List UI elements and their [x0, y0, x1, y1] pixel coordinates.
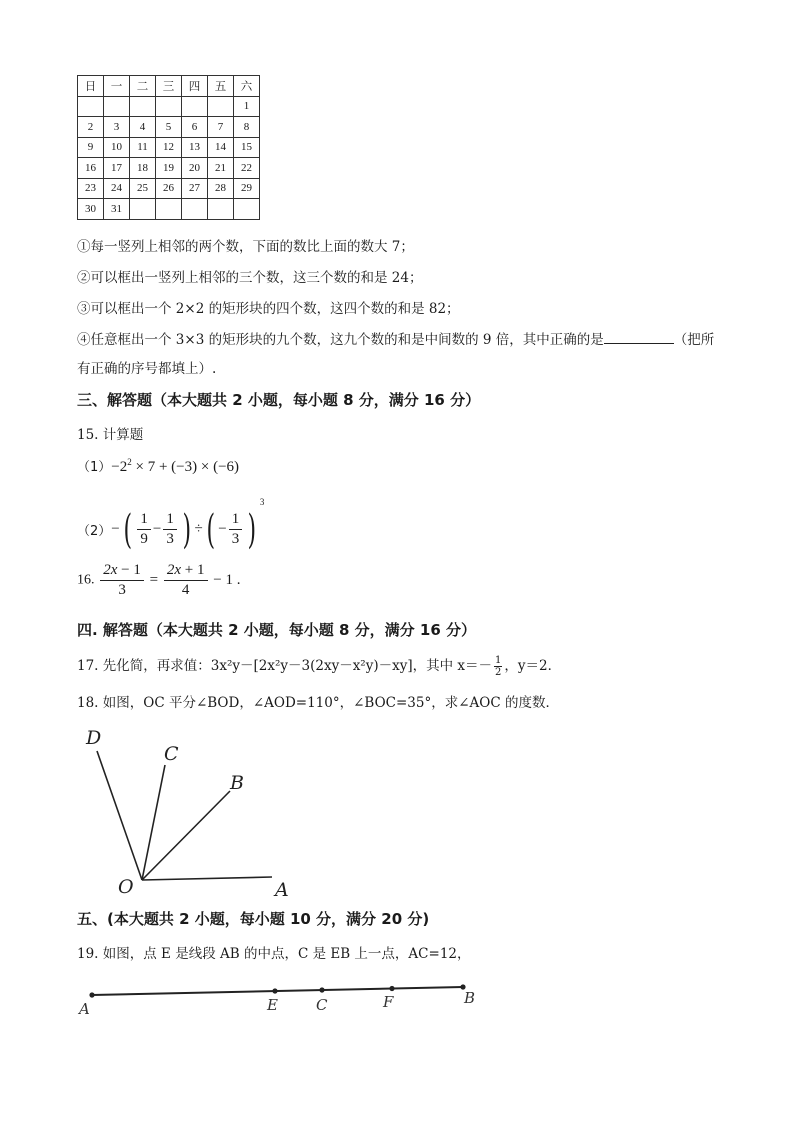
calendar-row — [78, 117, 260, 138]
ray-oa — [142, 877, 272, 880]
question-16: 16. $\frac{2x - 1}{3}$ = $\frac{2x + 1}{4}$ − 1 . — [77, 562, 241, 598]
calendar-cell: 19 — [156, 158, 182, 179]
point-c — [319, 987, 324, 992]
calendar-cell: 17 — [104, 158, 130, 179]
calendar-cell: 2 — [78, 117, 104, 138]
segment-figure — [70, 975, 490, 1025]
calendar-cell — [130, 199, 156, 220]
calendar-cell: 28 — [208, 178, 234, 199]
statement-2: ②可以框出一竖列上相邻的三个数，这三个数的和是 24； — [77, 270, 423, 286]
calendar-cell — [208, 96, 234, 117]
label-b: B — [464, 989, 476, 1007]
statement-1: ①每一竖列上相邻的两个数，下面的数比上面的数大 7； — [77, 239, 414, 255]
statement-4-continued: 有正确的序号都填上）. — [77, 361, 217, 377]
calendar-cell: 6 — [182, 117, 208, 138]
calendar-cell: 29 — [234, 178, 260, 199]
fraction: $\frac{1}{9}$ — [137, 511, 151, 548]
calendar-header-cell: 五 — [208, 76, 234, 97]
label-b: B — [230, 772, 244, 794]
question-15-title: 15. 计算题 — [77, 427, 144, 443]
ray-ob — [142, 791, 230, 880]
calendar-row — [78, 137, 260, 158]
label-a: A — [275, 879, 289, 901]
point-f — [389, 986, 394, 991]
calendar-cell: 12 — [156, 137, 182, 158]
question-15-part-2: （2）−( $\frac{1}{9}$ − $\frac{1}{3}$ ) ÷( − $\frac{1}{3}$ )$^3$ — [77, 497, 265, 553]
calendar-row — [78, 158, 260, 179]
calendar-cell: 24 — [104, 178, 130, 199]
question-15-part-1 — [77, 456, 239, 476]
calendar-cell — [182, 199, 208, 220]
label-d: D — [86, 727, 102, 749]
calendar-cell: 20 — [182, 158, 208, 179]
fraction: $\frac{2x + 1}{4}$ — [164, 562, 208, 599]
calendar-cell: 7 — [208, 117, 234, 138]
calendar-cell: 9 — [78, 137, 104, 158]
calendar-table — [77, 75, 260, 220]
question-17-tail: ，y＝2． — [504, 658, 562, 674]
calendar-header-cell: 四 — [182, 76, 208, 97]
fraction: $\frac{1}{2}$ — [495, 655, 502, 678]
calendar-cell: 10 — [104, 137, 130, 158]
calendar-cell: 4 — [130, 117, 156, 138]
question-17-text: 17. 先化简，再求值：3x²y－[2x²y－3(2xy－x²y)－xy]，其中 x＝－ — [77, 658, 493, 674]
calendar-cell: 14 — [208, 137, 234, 158]
calendar-cell: 16 — [78, 158, 104, 179]
calendar-cell: 11 — [130, 137, 156, 158]
fraction: $\frac{1}{3}$ — [163, 511, 177, 548]
part-label: （2） — [77, 524, 112, 540]
section-4-heading: 四. 解答题（本大题共 2 小题，每小题 8 分，满分 16 分） — [77, 621, 477, 639]
answer-blank — [604, 331, 674, 344]
calendar-cell — [208, 199, 234, 220]
calendar-cell — [182, 96, 208, 117]
calendar-cell: 18 — [130, 158, 156, 179]
calendar-header-cell: 二 — [130, 76, 156, 97]
calendar-cell: 1 — [234, 96, 260, 117]
fraction: $\frac{2x - 1}{3}$ — [100, 562, 144, 599]
calendar-row — [78, 178, 260, 199]
point-a — [89, 992, 94, 997]
calendar-cell: 26 — [156, 178, 182, 199]
calendar-header-cell: 六 — [234, 76, 260, 97]
section-3-heading: 三、解答题（本大题共 2 小题，每小题 8 分，满分 16 分） — [77, 391, 481, 409]
calendar-cell — [156, 199, 182, 220]
calendar-cell: 30 — [78, 199, 104, 220]
point-e — [272, 988, 277, 993]
calendar-header-cell: 一 — [104, 76, 130, 97]
calendar-cell: 15 — [234, 137, 260, 158]
calendar-cell: 22 — [234, 158, 260, 179]
question-17 — [77, 654, 561, 678]
angle-figure — [70, 718, 310, 903]
ray-od — [97, 751, 142, 880]
statement-4-tail: （把所 — [673, 332, 715, 348]
calendar-cell: 23 — [78, 178, 104, 199]
part-label: （1） — [77, 460, 112, 475]
calendar-cell — [104, 96, 130, 117]
calendar-cell: 5 — [156, 117, 182, 138]
calendar-cell: 21 — [208, 158, 234, 179]
statement-4 — [77, 328, 714, 348]
calendar-cell — [156, 96, 182, 117]
question-19: 19. 如图，点 E 是线段 AB 的中点，C 是 EB 上一点，AC=12， — [77, 946, 471, 962]
question-18: 18. 如图，OC 平分∠BOD，∠AOD=110°，∠BOC=35°，求∠AOC 的度数． — [77, 695, 559, 711]
calendar-cell — [78, 96, 104, 117]
calendar-header-cell: 三 — [156, 76, 182, 97]
calendar-row — [78, 199, 260, 220]
statement-3: ③可以框出一个 2×2 的矩形块的四个数，这四个数的和是 82； — [77, 301, 460, 317]
calendar-cell: 25 — [130, 178, 156, 199]
label-f: F — [383, 993, 394, 1011]
fraction: $\frac{1}{3}$ — [229, 511, 243, 548]
label-c: C — [316, 996, 328, 1014]
label-o: O — [118, 876, 134, 898]
calendar-cell — [234, 199, 260, 220]
label-e: E — [267, 996, 278, 1014]
expression-1: $-2^2 \times 7 + (-3) \times (-6)$ — [111, 457, 240, 475]
calendar-header-row — [78, 76, 260, 97]
question-16-label: 16. — [77, 572, 95, 588]
calendar-header-cell: 日 — [78, 76, 104, 97]
calendar-cell: 27 — [182, 178, 208, 199]
label-a: A — [79, 1000, 90, 1018]
ray-oc — [142, 765, 165, 880]
statement-4-text: ④任意框出一个 3×3 的矩形块的九个数，这九个数的和是中间数的 9 倍，其中正确的是 — [77, 332, 604, 348]
calendar-row — [78, 96, 260, 117]
calendar-cell: 8 — [234, 117, 260, 138]
calendar-cell: 3 — [104, 117, 130, 138]
label-c: C — [164, 743, 179, 765]
calendar-cell: 31 — [104, 199, 130, 220]
calendar-cell — [130, 96, 156, 117]
section-5-heading: 五、(本大题共 2 小题，每小题 10 分，满分 20 分) — [77, 910, 430, 928]
calendar-cell: 13 — [182, 137, 208, 158]
